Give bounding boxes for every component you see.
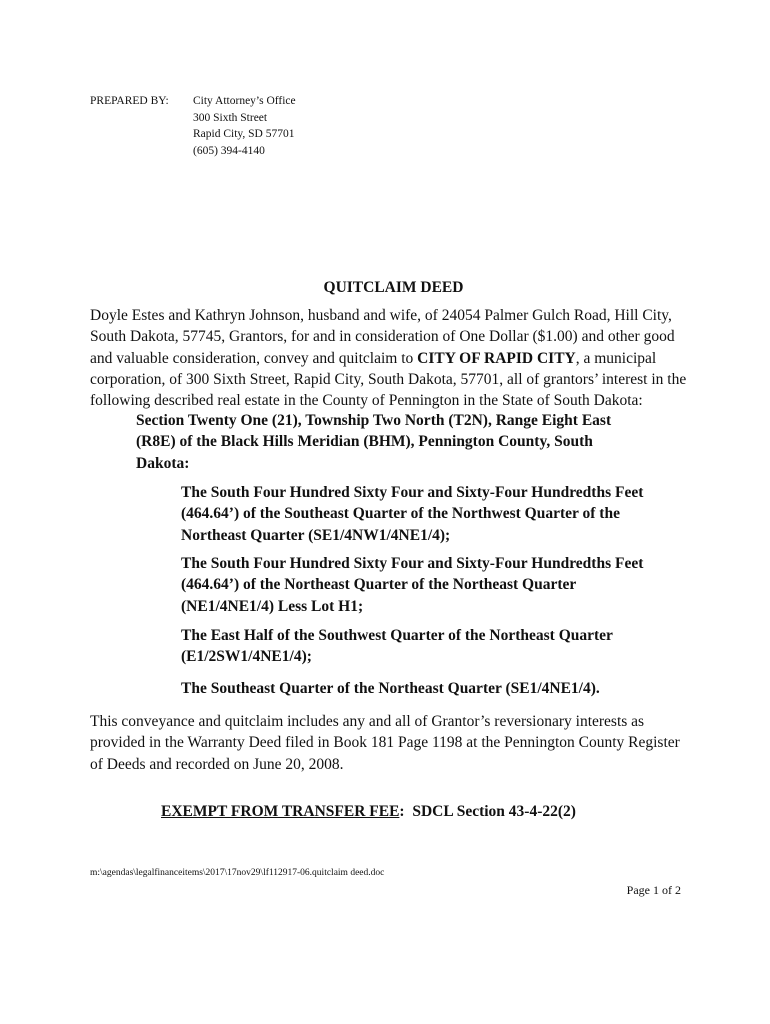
preparer-city: Rapid City, SD 57701 <box>193 128 295 140</box>
parcel-description: The South Four Hundred Sixty Four and Sixty-Four Hundredths Feet (464.64’) of the Southeast Quarter of the Northwest Quarter of the Northeast Quarter (SE1/4NW1/4NE1/4); <box>181 484 644 544</box>
grantee-name: CITY OF RAPID CITY <box>417 349 576 367</box>
document-title: QUITCLAIM DEED <box>323 279 464 296</box>
conveyance-paragraph: This conveyance and quitclaim includes any and all of Grantor’s reversionary interests as provided in the Warranty Deed filed in Book 181 Page 1198 at the Pennington County Register of Deeds and recorded on June 20, 2008. <box>90 713 680 773</box>
parcel-description: The South Four Hundred Sixty Four and Sixty-Four Hundredths Feet (464.64’) of the Northeast Quarter of the Northeast Quarter (NE1/4NE1/4) Less Lot H1; <box>181 555 644 615</box>
grant-text-before: Doyle Estes and Kathryn Johnson, husband and wife, of 24054 Palmer Gulch Road, Hill City, South Dakota, 57745, Grantors, for and in consideration of One Dollar ($1.00) and other good and valuable consideration, convey and quitclaim to <box>90 307 675 367</box>
grant-text-after: , a municipal corporation, of 300 Sixth Street, Rapid City, South Dakota, 57701, all of grantors’ interest in the following described real estate in the County of Pennington in the State of South Dakota: <box>90 349 687 410</box>
preparer-address <box>193 93 433 159</box>
parcel-description: The East Half of the Southwest Quarter of the Northeast Quarter (E1/2SW1/4NE1/4); <box>181 627 613 666</box>
preparer-street: 300 Sixth Street <box>193 111 268 124</box>
page-number: Page 1 of 2 <box>626 883 681 897</box>
prepared-by-label: PREPARED BY: <box>90 95 169 107</box>
preparer-phone: (605) 394-4140 <box>193 144 265 157</box>
exempt-colon: : <box>399 803 405 820</box>
exempt-citation: SDCL Section 43-4-22(2) <box>404 803 576 820</box>
grant-paragraph <box>90 305 690 411</box>
file-path: m:\agendas\legalfinanceitems\2017\17nov29\lf112917-06.quitclaim deed.doc <box>90 868 385 878</box>
exempt-statement <box>161 803 576 821</box>
exempt-label: EXEMPT FROM TRANSFER FEE <box>161 803 400 820</box>
parcel-description: The Southeast Quarter of the Northeast Quarter (SE1/4NE1/4). <box>181 680 600 697</box>
preparer-office: City Attorney’s Office <box>193 95 296 107</box>
legal-description-section: Section Twenty One (21), Township Two North (T2N), Range Eight East (R8E) of the Black Hills Meridian (BHM), Pennington County, South Dakota: <box>136 412 612 472</box>
